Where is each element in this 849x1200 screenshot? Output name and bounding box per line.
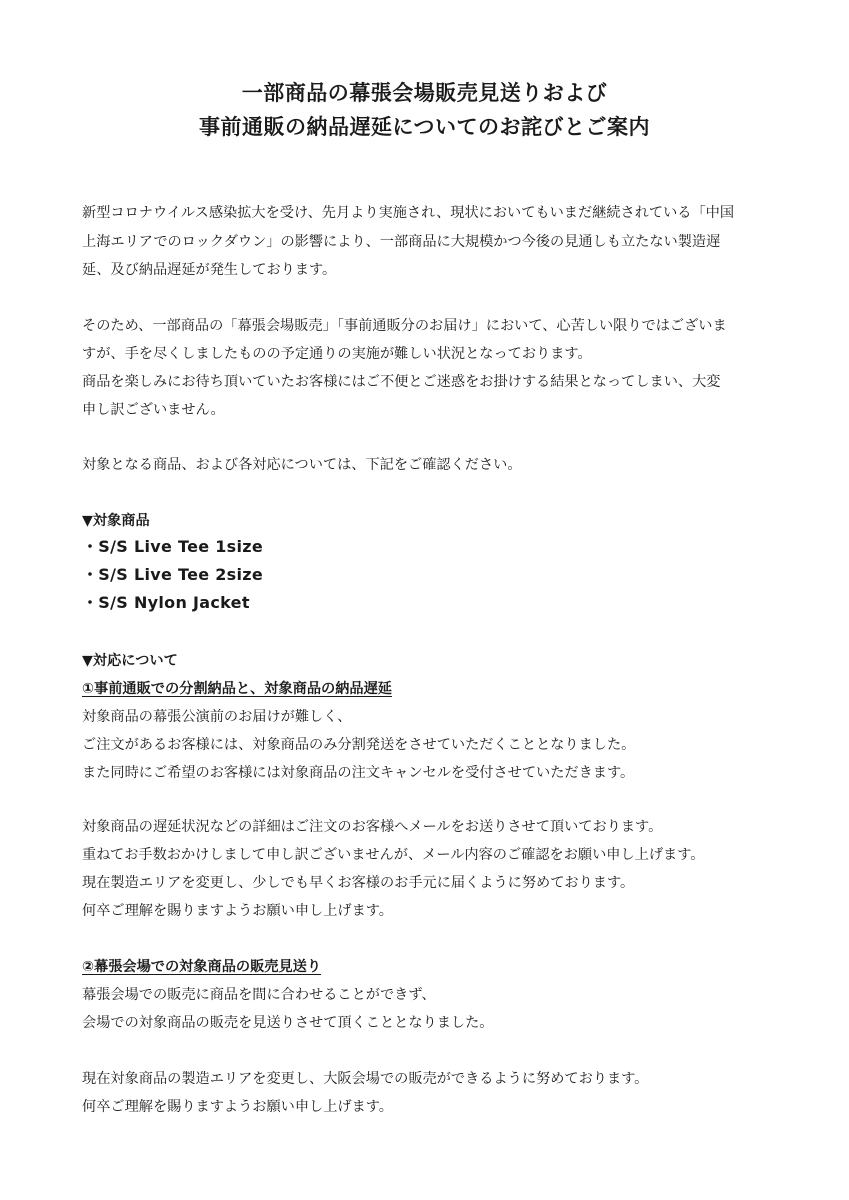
section2-heading: ②幕張会場での対象商品の販売見送り — [82, 959, 322, 975]
product-item: ・S/S Live Tee 1size — [82, 537, 264, 556]
section1-heading: ①事前通販での分割納品と、対象商品の納品遅延 — [82, 681, 392, 697]
section1-detail-line: 重ねてお手数おかけしまして申し訳ございませんが、メール内容のご確認をお願い申し上げます。 — [82, 847, 705, 863]
response-heading: ▼対応について — [82, 653, 178, 669]
document-title-line-2: 事前通販の納品遅延についてのお詫びとご案内 — [198, 115, 651, 139]
intro-line: 新型コロナウイルス感染拡大を受け、先月より実施され、現状においてもいまだ継続されている「中国 — [82, 205, 735, 221]
product-item: ・S/S Live Tee 2size — [82, 565, 264, 584]
para2-line: そのため、一部商品の「幕張会場販売」「事前通販分のお届け」において、心苦しい限りではございま — [82, 318, 727, 334]
section2-line: 幕張会場での販売に商品を間に合わせることができず、 — [82, 987, 436, 1003]
para3-line: 対象となる商品、および各対応については、下記をご確認ください。 — [82, 457, 522, 473]
section1-line: また同時にご希望のお客様には対象商品の注文キャンセルを受付させていただきます。 — [82, 765, 635, 781]
section1-detail-line: 対象商品の遅延状況などの詳細はご注文のお客様へメールをお送りさせて頂いております。 — [82, 819, 663, 835]
document-title-line-1: 一部商品の幕張会場販売見送りおよび — [241, 81, 608, 105]
section2-detail-line: 現在対象商品の製造エリアを変更し、大阪会場での販売ができるように努めております。 — [82, 1071, 649, 1087]
para2-line: すが、手を尽くしましたものの予定通りの実施が難しい状況となっております。 — [82, 346, 592, 362]
product-item: ・S/S Nylon Jacket — [82, 593, 250, 612]
section1-detail-line: 現在製造エリアを変更し、少しでも早くお客様のお手元に届くように努めております。 — [82, 875, 635, 891]
section2-detail-line: 何卒ご理解を賜りますようお願い申し上げます。 — [82, 1099, 393, 1115]
intro-line: 延、及び納品遅延が発生しております。 — [82, 262, 337, 278]
section1-detail-line: 何卒ご理解を賜りますようお願い申し上げます。 — [82, 903, 393, 919]
intro-line: 上海エリアでのロックダウン」の影響により、一部商品に大規模かつ今後の見通しも立たない製造遅 — [82, 234, 721, 250]
section1-line: 対象商品の幕張公演前のお届けが難しく、 — [82, 709, 352, 725]
section1-line: ご注文があるお客様には、対象商品のみ分割発送をさせていただくこととなりました。 — [82, 737, 636, 753]
para2-line: 申し訳ございません。 — [82, 402, 225, 418]
section2-line: 会場での対象商品の販売を見送りさせて頂くこととなりました。 — [82, 1015, 494, 1031]
products-heading: ▼対象商品 — [82, 513, 150, 529]
para2-line: 商品を楽しみにお待ち頂いていたお客様にはご不便とご迷惑をお掛けする結果となってしまい、大変 — [82, 374, 721, 390]
